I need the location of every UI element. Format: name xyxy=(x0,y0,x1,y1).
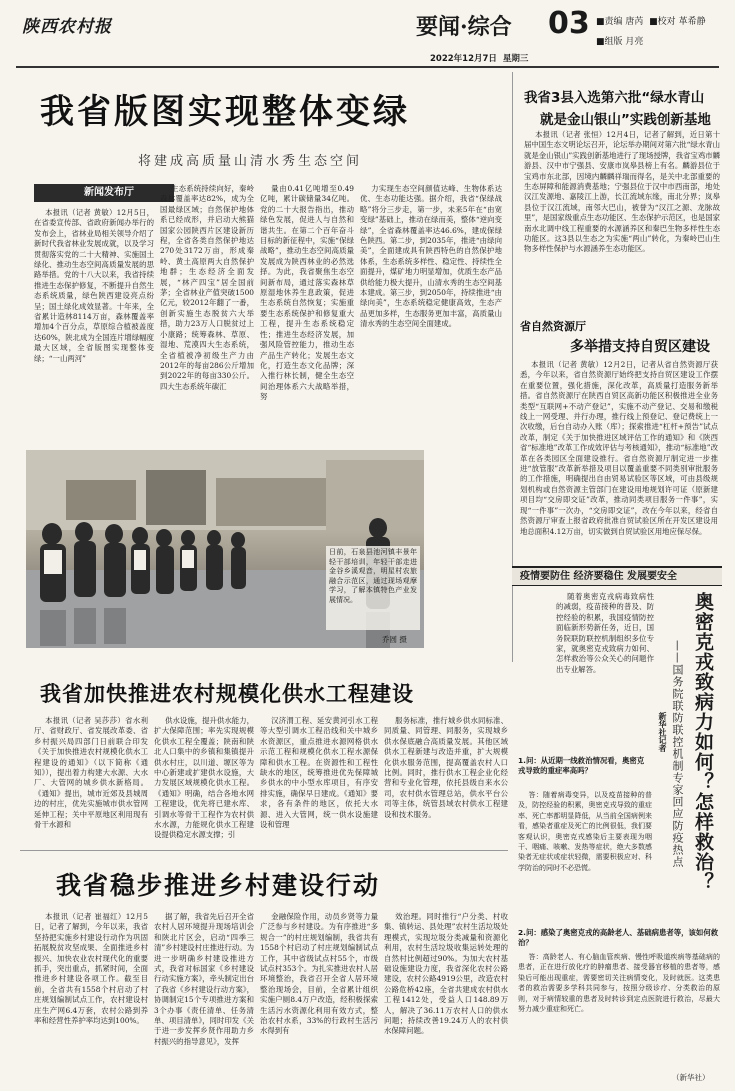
photo-credit: 乔圆 摄 xyxy=(382,635,407,644)
issue-date: 2022年12月7日 星期三 xyxy=(430,54,529,64)
rural-column-3: 金融保险作用，动员乡贤等力量广泛参与乡村建设。为有序推进“多规合一”的村庄规划编制，我省共有1558个村启动了村庄规划编制试点工作，其中省级试点村55个，市级试点村353个。为扎实推进农村人居环境整治，我省召开全省人居环境整治现场会，目前，全省累计组织实施户厕8.4万户改造，经积极探索生活污水资源化利用有效方式，整治农村水系，33%的行政村生活污水得到有 xyxy=(260,912,378,1036)
covid-a2: 答：高龄老人、有心脑血管疾病、慢性呼吸道疾病等基础病的患者，正在进行放化疗的肿瘤患者、接受器官移植的患者等，感染后可能出现重症，需要密切关注病情变化，及时就医。这类患者的救治需要多学科共同参与，按照分级诊疗、分类救治的原则，对于病情较重的患者及时转诊到定点医院进行救治，尽最大努力减少重症和死亡。 xyxy=(518,953,720,1014)
photo-caption: 日前，石泉县池河镇丰景年轻干部培训，年轻干部走进金谷乡溪观音，明星村农旅融合示范区，通过现场观摩学习，了解本镇特色产业发展情况。 xyxy=(326,546,420,630)
rural-column-2: 据了解，我省先后召开全省农村人居环境提升现场培训会和陕北片区会，启动“四季三清”乡村建设村庄推进行动。为进一步明确乡村建设推进方式，我省对标国家《乡村建设行动实施方案》，牵头制定出台了我省《乡村建设行动方案》，协调制定15个专项推进方案和3个办事《责任清单、任务清单、项目清单》，同时印发《关于进一步发挥乡贤作用助力乡村振兴的指导意见》，发挥 xyxy=(154,912,254,1046)
staff-line-1: ■责编 唐芮 ■校对 革希静 xyxy=(596,17,706,27)
covid-banner: 疫情要防住 经济要稳住 发展要安全 xyxy=(512,566,722,586)
square-icon: ■ xyxy=(596,37,605,47)
covid-intro: 随着奥密克戎病毒致病性的减弱，疫苗接种的普及、防控经验的积累，我国疫情防控面临新形势新任务，近日，国务院联防联控机制组织多位专家，就奥密克戎致病力如何、怎样救治等公众关心的问题作出专业解答。 xyxy=(556,592,654,674)
covid-q1: 1.问：从近期一线救治情况看，奥密克戎导致的重症率高吗？ xyxy=(518,756,645,776)
lead-column-1: 本报讯（记者 黄敏）12月5日，在省委宣传部、省政府新闻办举行的发布会上，省林业局相关领导介绍了新时代我省林业发展成就，以及学习贯彻落实党的二十大精神、实施国土绿化、推动生态空间高质量发展的思路举措。党的十八大以来，我省持续推进生态保护修复，不断提升自然生态系统质量，绿色陕西建设亮点纷呈；国土绿化成效显著。十年来，全省累计造林8114万亩，森林覆盖率增加4个百分点，草原综合植被盖度达60%，陕北成为全国连片增绿幅度最大区域，全省版图实现整体变绿；“一山两河” xyxy=(34,208,154,363)
staff-line-2: ■组版 月亮 xyxy=(596,37,644,47)
rural-column-1: 本报讯（记者 崔福红）12月5日，记者了解到，今年以来，我省坚持把实施乡村建设行动作为巩固拓展脱贫攻坚成果、全面推进乡村振兴、加快农业农村现代化的重要抓手，突出重点，抓紧时间，全面推进乡村建设各项工作。截至目前，全省共有1558个村启动了村庄规划编制试点工作，农村建设村庄生产网6.4万套，农村公路到养率和经营性养护率均达到100%。 xyxy=(34,912,148,1026)
trade-article-body: 本报讯（记者 黄敏）12月2日，记者从省自然资源厅获悉，今年以来，省自然资源厅始终把支持自贸区建设工作摆在重要位置，强化措施，深化改革，高质量打造服务新举措。省自然资源厅在陕西自贸区高新功能区积极推进全业务类型“互联网+不动产登记”，实施不动产登记、交易和缴税线上一网受理、并行办理，推行线上预登记、登记费统上一次收缴，后台自动办入账（库）；探索推进“杠杆+预告”试点改革，制定《关于加快推进区域评估工作的通知》和《陕西省“标准地”改革工作成效评估与考核通知》，推动“标准地”改革在各类园区全面建设推行。省自然资源厅制定进一步推进“放管服”改革新举措及项目以覆盖重要不同类别审批服务的工作措施，明确提出自由贸易试验区等区域，可由县级规划机构或自然资源主管部门在建设用地规划许可证（原新建项目均“交房即交证”改革，推动同类项目服务一件事”，实现“一件事”一次办，“交房即交证”，改在今年以来，经省自然资源厅审查上报省政府批准自贸试验区所在开发区建设用地总面积4.12万亩，切实做到自贸试验区用地应保尽保。 xyxy=(520,360,718,536)
masthead xyxy=(0,0,735,68)
news-release-tag: 新闻发布厅 xyxy=(34,184,174,202)
water-headline: 我省加快推进农村规模化供水工程建设 xyxy=(40,682,414,706)
trade-kicker: 省自然资源厅 xyxy=(520,320,586,333)
lead-column-2: 生态系统持续向好，秦岭森林覆盖率达82%，成为全国最绿区域；自然保护地体系已经成形，并启动大熊猫国家公园陕西片区建设新历程，全省各类自然保护地达270处3172万亩，形成秦岭、黄土高原两大自然保护地群；生态经济全面发展，“林产四宝”居全国前茅；全省林业产值突破1500亿元，较2012年翻了一番，创新实施生态脱贫六大举措，助力23万人口脱贫过上小康路；统筹森林、草原、湿地、荒漠四大生态系统，全省植被净初级生产力由2012年的每亩286公斤增加到2022年的每亩330公斤。四大生态系统年碳汇 xyxy=(160,184,254,391)
section-title: 要闻·综合 xyxy=(416,14,512,40)
lead-column-3: 量由0.41亿吨增至0.49亿吨，累计碳储量34亿吨。党的二十大报告指出，推动绿色发展，促进人与自然和谐共生。在第二个百年奋斗目标的新征程中，实施“保绿战略”，推动生态空间高质量发展成为陕西林业的必然选择。为此，我省聚焦生态空间新布局，通过落实森林草原湿地休养生息政策，促进生态系统自然恢复；实施重要生态系统保护和修复重大工程，提升生态系统稳定性；推进生态经济发展，加强风险管控能力，推动生态产品生产转化；发展生态文化，打造生态文化品牌；深入推行林长制，健全生态空间治理体系六大战略举措，努 xyxy=(260,184,354,402)
green-headline-1: 我省3县入选第六批“绿水青山 xyxy=(524,90,705,106)
water-column-1: 本报讯（记者 吴莎莎）省水利厅、省财政厅、省发展改革委、省乡村振兴局四部门日前联合印发《关于加快推进农村规模化供水工程建设的通知》（以下简称《通知》），提出着力构建大水源、大水厂、大管网的城乡供水新格局。《通知》提出，城市近郊及县城周边的村庄，优先实施城市供水管网延伸工程；关中平原地区利用现有骨干水源和 xyxy=(34,716,148,830)
covid-a1: 答：随着病毒变异，以及疫苗接种的普及，防控经验的积累，奥密克戎导致的重症率、死亡率都明显降低，从当前全国病例来看，感染者重症及死亡的比例很低，我们要客观认识，奥密克戎感染后主要表现为咽干、咽痛、咳嗽、发热等症状，绝大多数感染者无症状或症状轻微，需要积极应对、科学防治的同时不必恐慌。 xyxy=(518,791,652,872)
covid-subtitle: ——国务院联防联控机制专家回应防疫热点 xyxy=(671,640,684,868)
page-number: 03 xyxy=(548,6,590,41)
water-column-3: 汉济渭工程、延安黄河引水工程等大型引调水工程沿线和关中城乡水资源区，重点推进水源网格供水示范工程和规模化供水工程水源保障和供水工程。在资源性和工程性缺水的地区，统筹推进优先保障城乡供水的中小型水库项目，有序安排实施，确保早日建成。《通知》要求，各有条件的地区，依托大水源、进入大管网，统一供水设施建设和管理 xyxy=(260,716,378,830)
rural-column-4: 效治理。同时推行“户分类、村收集、镇转运、县处理”农村生活垃圾处理模式，实现垃圾分类减量和资源化利用，农村生活垃圾收集运转处理的自然村比例超过90%。为加大农村基础设施建设力度，我省深化农村公路建设，农村公路4919公里，改造农村公路危桥42座，全省共建成农村供水工程1412处，受益人口148.89万人，解决了36.11万农村人口的供水问题；持续改善19.24万人的农村供水保障问题。 xyxy=(384,912,508,1036)
lead-headline: 我省版图实现整体变绿 xyxy=(40,92,410,132)
masthead-rule xyxy=(16,66,719,68)
covid-title: 奥密克戎致病力如何？怎样救治？ xyxy=(692,592,714,892)
water-column-4: 服务标准，推行城乡供水同标准、同质量、同管理、同服务，实现城乡供水保底融合高质量发展。其他区域供水工程新建与改造并重，扩大规模化供水服务范围，提高覆盖农村人口比例。同时，推行供水工程企业化经营和专业化管理，依托县级自来水公司，农村供水管理总站，供水平台公司等主体，统管县域农村供水工程建设和技术服务。 xyxy=(384,716,508,819)
water-column-2: 供水设施，提升供水能力，扩大保障范围；率先实现规模化供水工程全覆盖；陕南和陕北人口集中的乡镇和集镇提升供水村庄，以川道、塬区等为中心新建或扩建供水设施，大力发展区域规模化供水工程。《通知》明确，结合各地水网工程建设，优先将已建水库、引调水等骨干工程作为农村供水水源，力能规化供水工程建设提供稳定水源支撑；引 xyxy=(154,716,254,840)
lead-photo xyxy=(26,450,424,648)
green-headline-2: 就是金山银山”实践创新基地 xyxy=(540,112,711,128)
green-article-body: 本报讯（记者 张恒）12月4日，记者了解到，近日第十届中国生态文明论坛召开，论坛举办期间对第六批“绿水青山就是金山银山”实践创新基地进行了现场授牌，我省宝鸡市麟游县、汉中市宁强县、安康市岚皋县榜上有名。麟游县位于宝鸡市东北部，因境内麟麟祥瑞而得名，是关中北部重要的生态屏障和能源消费基地；宁强县位于汉中市西南部，地处汉江发源地、嘉陵江上游，长江流域东缘，南北分界；岚皋县位于汉江流域，南邻大巴山，被誉为“汉江之源、龙脉故里”，是国家级重点生态功能区、生态保护示范区，也是国家南水北调中线工程重要的水源涵养区和秦巴生物多样性生态功能区。这3县以生态之为实施“两山”转化，为秦岭巴山生物多样性保护与水源涵养生态功能区。 xyxy=(524,130,720,254)
trade-headline: 多举措支持自贸区建设 xyxy=(570,339,710,355)
rural-headline: 我省稳步推进乡村建设行动 xyxy=(56,871,381,900)
covid-credit: （新华社） xyxy=(672,1073,710,1082)
lead-subhead: 将建成高质量山清水秀生态空间 xyxy=(138,154,363,169)
covid-q2: 2.问：感染了奥密克戎的高龄老人、基础病患者等，该如何救治？ xyxy=(518,928,719,948)
square-icon: ■ xyxy=(596,17,605,27)
section-divider xyxy=(20,850,508,851)
lead-column-4: 力实现生态空间颜值达峰、生物体系达优、生态功能达强。据介绍，我省“保绿战略”将分三步走，第一步，未来5年在“由宽变绿”基础上，推动在绿而美，整体“逆向变绿”，全省森林覆盖率达46.6%，建成保绿色陕西。第二步，到2035年，推进“由绿向美”，全面建成具有陕西特色的自然保护地体系，生态系统多样性、稳定性、持续性全面提升，煤矿地力明显增加，优质生态产品供给能力极大提升，山清水秀的生态空间基本建成。第三步，到2050年，持续推进“由绿向美”，生态系统稳定健康高效，生态产品更加多样，生态服务更加丰富，高质量山清水秀的生态空间全面建成。 xyxy=(360,184,502,329)
covid-byline: 新华社记者 xyxy=(658,712,667,752)
paper-logo: 陕西农村报 xyxy=(22,17,112,37)
square-icon: ■ xyxy=(649,17,658,27)
